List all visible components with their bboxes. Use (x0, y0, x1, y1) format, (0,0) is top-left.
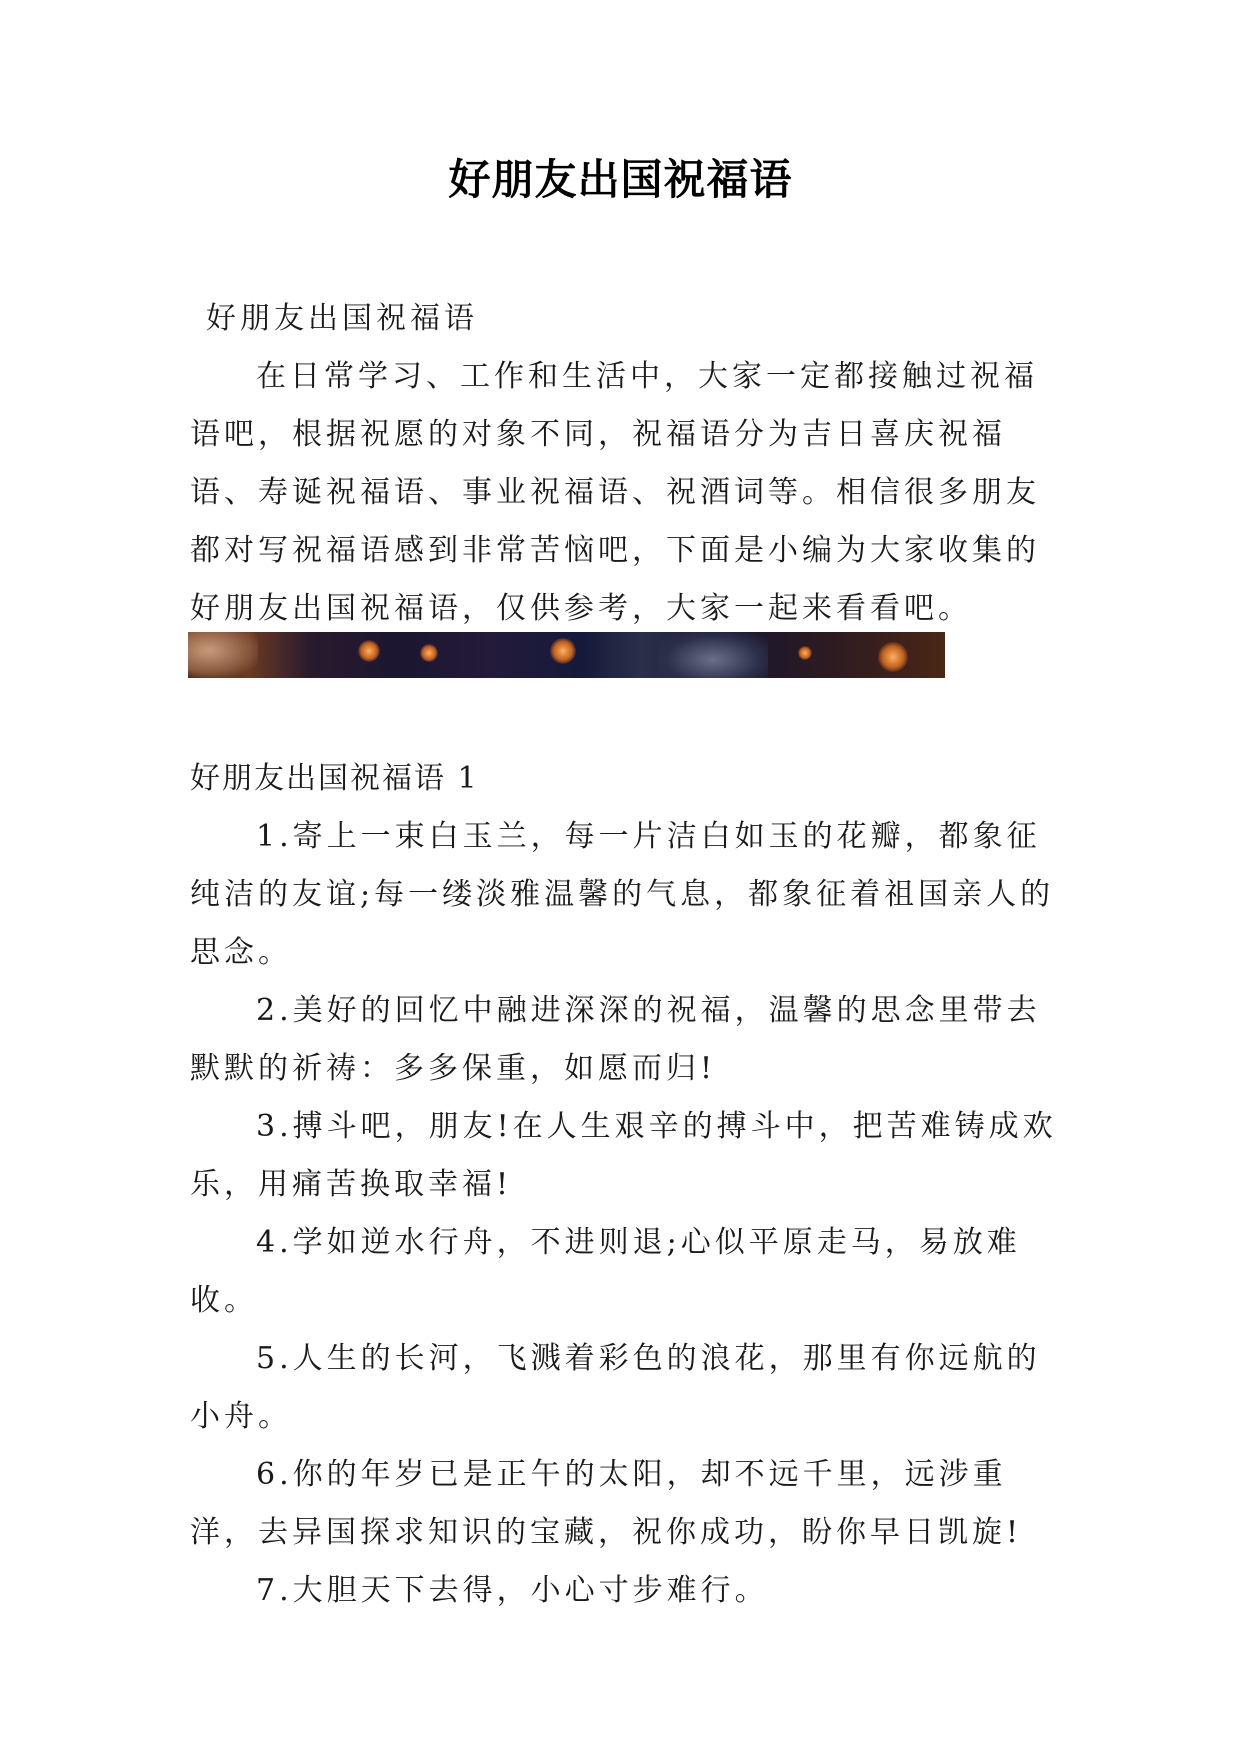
photo-stage-light (420, 644, 438, 662)
photo-stage-light (358, 640, 380, 662)
photo-figure-arm (188, 632, 258, 678)
wishes-section (190, 750, 1070, 1620)
list-item: 3.搏斗吧，朋友!在人生艰辛的搏斗中，把苦难铸成欢乐，用痛苦换取幸福! (190, 1109, 1057, 1202)
document-subtitle: 好朋友出国祝福语 (206, 301, 478, 336)
list-item: 6.你的年岁已是正午的太阳，却不远千里，远涉重洋，去异国探求知识的宝藏，祝你成功，盼你早日凯旋! (190, 1457, 1023, 1550)
intro-block (190, 290, 1060, 638)
list-item: 4.学如逆水行舟，不进则退;心似平原走马，易放难收。 (190, 1225, 1021, 1318)
photo-stage-light (878, 642, 908, 672)
intro-paragraph: 在日常学习、工作和生活中，大家一定都接触过祝福语吧，根据祝愿的对象不同，祝福语分为吉日喜庆祝福语、寿诞祝福语、事业祝福语、祝酒词等。相信很多朋友都对写祝福语感到非常苦恼吧，下面是小编为大家收集的好朋友出国祝福语，仅供参考，大家一起来看看吧。 (190, 359, 1040, 626)
photo-dress-sparkle (658, 632, 768, 678)
photo-stage-light (798, 646, 812, 660)
list-item: 7.大胆天下去得，小心寸步难行。 (256, 1573, 769, 1608)
section-heading: 好朋友出国祝福语 1 (190, 761, 479, 796)
list-item: 2.美好的回忆中融进深深的祝福，温馨的思念里带去默默的祈祷：多多保重，如愿而归! (190, 993, 1041, 1086)
list-item: 5.人生的长河，飞溅着彩色的浪花，那里有你远航的小舟。 (190, 1341, 1041, 1434)
list-item: 1.寄上一束白玉兰，每一片洁白如玉的花瓣，都象征纯洁的友谊;每一缕淡雅温馨的气息，都象征着祖国亲人的思念。 (190, 819, 1055, 970)
page-title: 好朋友出国祝福语 (448, 155, 793, 204)
photo-strip-image (188, 632, 945, 678)
photo-stage-light (550, 638, 576, 664)
